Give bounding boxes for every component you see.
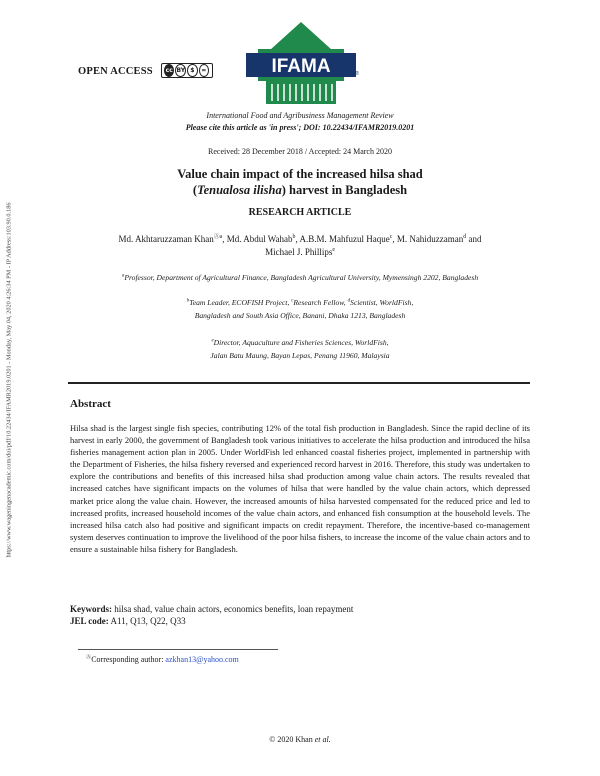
cc-nc-icon: $ xyxy=(187,64,197,77)
author-list: Md. Akhtaruzzaman Khan$^{Ⓐa}$, Md. Abdul Wahab$^b$, A.B.M. Mahfuzul Haque$^c$, M. Nahiduzzaman$^d$ and Michael J. Phillips$^e$ xyxy=(118,234,482,257)
download-stamp xyxy=(2,150,16,610)
svg-text:®: ® xyxy=(355,71,359,77)
open-access-label: OPEN ACCESS xyxy=(78,66,153,77)
author-1: Md. Akhtaruzzaman Khan xyxy=(118,234,214,244)
keywords-block xyxy=(70,603,530,627)
cc-license-badge[interactable] xyxy=(161,63,213,78)
affiliation-e: $^e$Director, Aquaculture and Fisheries Sciences, WorldFish, Jalan Batu Maung, Bayan Lepas, Penang 11960, Malaysia xyxy=(210,338,390,360)
orcid-icon: Ⓐ xyxy=(86,654,92,661)
title-line-2: (Tenualosa ilisha) harvest in Bangladesh xyxy=(192,183,408,197)
author-email-link[interactable]: azkhan13@yahoo.com xyxy=(165,655,239,664)
ifama-logo xyxy=(240,20,362,108)
affiliation-bcd: $^b$Team Leader, ECOFISH Project, $^c$Research Fellow, $^d$Scientist, WorldFish, Bangladesh and South Asia Office, Banani, Dhaka 1213, Bangladesh xyxy=(186,298,414,320)
species-name: Tenualosa ilisha xyxy=(197,183,282,197)
copyright: © 2020 Khan et al. xyxy=(269,735,331,744)
abstract-body: Hilsa shad is the largest single fish species, contributing 12% of the total fish production in Bangladesh. Since the rapid decline of its harvest in early 2000, the government of Bangladesh took various initiatives to accelerate the hilsa production and introduced the hilsa fisheries management action plan in 2005. Under WorldFish led enhanced coastal fisheries project, implemented in partnership with the Department of Fisheries, the hilsa fishery reversed and experienced record harvest in 2016. Therefore, this study was undertaken to explore the contributions and benefits of this increased hilsa shad production among value chain actors. The results revealed that increased catches have significant impacts on the volumes of hilsa that were handled by the value chain actors, which depressed market price along the value chain. However, the increased amounts of hilsa harvested compensated for the reduced price and led to increased profits, increased household incomes of the value chain actors, and enhanced fish consumption at the household levels. The increased hilsa catch also had positive and significant impacts on credit repayment. Therefore, the incentive-based co-management system deserves continuation to improve the livelihood of the poor hilsa fishers, to increase the income of the value chain actors and to ensure a sustainable hilsa fishery for Bangladesh. xyxy=(70,423,530,554)
cite-note: Please cite this article as 'in press'; DOI: 10.22434/IFAMR2019.0201 xyxy=(185,123,415,132)
dates: Received: 28 December 2018 / Accepted: 24 March 2020 xyxy=(208,147,392,156)
logo-wordmark: IFAMA xyxy=(271,56,331,77)
title-line-1: Value chain impact of the increased hilsa shad xyxy=(177,167,423,181)
author-2: , Md. Abdul Wahab xyxy=(222,234,293,244)
author-3: , A.B.M. Mahfuzul Haque xyxy=(295,234,390,244)
journal-name: International Food and Agribusiness Management Review xyxy=(206,111,394,120)
author-4: , M. Nahiduzzaman xyxy=(392,234,464,244)
jel-codes: JEL code: A11, Q13, Q22, Q33 xyxy=(70,616,186,626)
article-title xyxy=(60,166,540,198)
section-divider xyxy=(68,382,530,384)
author-5: Michael J. Phillips xyxy=(265,247,333,257)
footnote-divider xyxy=(78,649,278,650)
abstract-heading: Abstract xyxy=(70,398,111,410)
cc-icon: cc xyxy=(164,64,174,77)
keywords: Keywords: hilsa shad, value chain actors, economics benefits, loan repayment xyxy=(70,604,354,614)
article-type: RESEARCH ARTICLE xyxy=(248,207,352,218)
logo-roof-icon xyxy=(270,22,332,50)
affiliation-a: $^a$Professor, Department of Agricultural Finance, Bangladesh Agricultural University, Mymensingh 2202, Bangladesh xyxy=(121,273,479,282)
corresponding-author: ⒶCorresponding author: azkhan13@yahoo.com xyxy=(86,654,239,664)
cc-by-icon: BY xyxy=(175,64,186,77)
download-stamp-text: https://www.wageningenacademic.com/doi/pdf/10.22434/IFAMR2019.0201 - Monday, May 04, 2020 4:26:34 PM - IP Address:103.90.0.186 xyxy=(5,202,13,558)
cc-nd-icon: = xyxy=(199,64,209,77)
